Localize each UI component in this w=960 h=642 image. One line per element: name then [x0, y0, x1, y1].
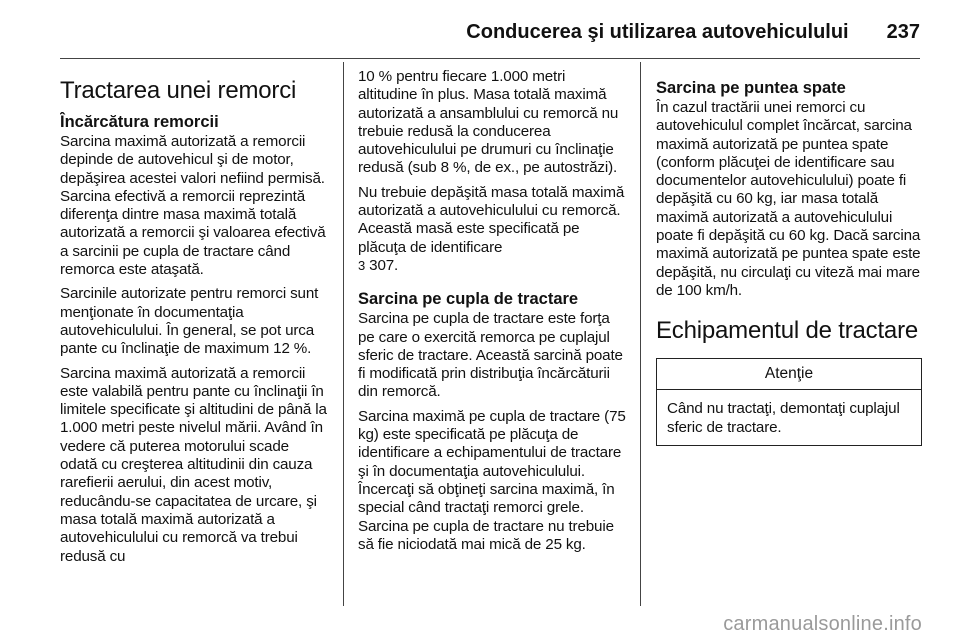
paragraph: Sarcina maximă autorizată a remorcii este valabilă pentru pante cu înclinaţii în limitele specificate şi altitudini de până la 1.000 metri peste nivelul mării. Având în vedere că puterea motorului scade odată cu creşterea altitudinii din cauza rarefierii aerului, din acest motiv, reducându-se capacitatea de urcare, şi masa totală maximă autorizată a autovehiculului cu remorcă va trebui redusă cu: [60, 364, 327, 565]
paragraph-text: Nu trebuie depăşită masa totală maximă autorizată a autovehiculului cu remorcă. Această masă este specificată pe plăcuţa de identificare: [358, 183, 625, 256]
cross-reference-link[interactable]: 307.: [369, 256, 399, 274]
page-header: [60, 18, 920, 46]
warning-notice-box: [656, 358, 922, 446]
section-heading-towing-equipment: Echipamentul de tractare: [656, 317, 919, 345]
chapter-title: Conducerea şi utilizarea autovehiculului: [466, 20, 849, 43]
section-heading-trailer: Tractarea unei remorci: [60, 77, 297, 104]
column-2: [358, 68, 628, 614]
column-3: [656, 68, 922, 614]
column-divider-1: [343, 62, 344, 606]
column-1: [60, 68, 330, 614]
header-rule: [60, 58, 920, 59]
column-divider-2: [640, 62, 641, 606]
notice-title: Atenţie: [657, 359, 921, 390]
paragraph: Sarcina maximă autorizată a remorcii depinde de autovehicul şi de motor, depăşirea acestei valori nefiind permisă. Sarcina efectivă a remorcii reprezintă diferenţa dintre masa maximă totală autorizată a remorcii şi valoarea efectivă a sarcinii pe cupla de tractare când remorca este ataşată.: [60, 133, 326, 279]
paragraph: Sarcinile autorizate pentru remorci sunt menţionate în documentaţia autovehiculului. În general, se pot urca pante cu înclinaţie de maximum 12 %.: [60, 285, 319, 358]
subheading-coupling-load: Sarcina pe cupla de tractare: [358, 290, 579, 309]
page-number: 237: [886, 20, 920, 43]
subheading-trailer-load: Încărcătura remorcii: [60, 113, 219, 131]
notice-text: Când nu tractaţi, demontaţi cuplajul sferic de tractare.: [667, 400, 900, 436]
subheading-rear-axle-load: Sarcina pe puntea spate: [656, 79, 846, 97]
watermark: carmanualsonline.info: [723, 613, 922, 635]
paragraph: [358, 184, 628, 275]
paragraph: În cazul tractării unei remorci cu autovehiculul complet încărcat, sarcina maximă autorizată pe puntea spate (conform plăcuţei de identificare sau documentelor autovehiculului) poate fi depăşită cu 60 kg, iar masa totală maximă autorizată a autovehiculului poate fi depăşită cu 60 kg. Dacă sarcina maximă autorizată pe puntea spate este depăşită, nu circulaţi cu viteză mai mare de 100 km/h.: [656, 99, 921, 299]
cross-reference-arrow-icon: 3: [358, 257, 366, 273]
paragraph: 10 % pentru fiecare 1.000 metri altitudine în plus. Masa totală maximă autorizată a ansamblului cu remorcă nu trebuie redusă la conducerea autovehiculului pe drumuri cu înclinaţie redusă (sub 8 %, de ex., pe autostrăzi).: [358, 68, 619, 177]
paragraph: Sarcina maximă pe cupla de tractare (75 kg) este specificată pe plăcuţa de identificare a echipamentului de tractare şi în documentaţia autovehiculului. Încercaţi să obţineţi sarcina maximă, în special când tractaţi remorci grele. Sarcina pe cupla de tractare nu trebuie să fie niciodată mai mică de 25 kg.: [358, 407, 626, 553]
paragraph: Sarcina pe cupla de tractare este forţa pe care o exercită remorca pe cuplajul sferic de tractare. Această sarcină poate fi modificată prin distribuţia încărcăturii din remorcă.: [358, 310, 623, 401]
notice-body: [657, 390, 921, 445]
